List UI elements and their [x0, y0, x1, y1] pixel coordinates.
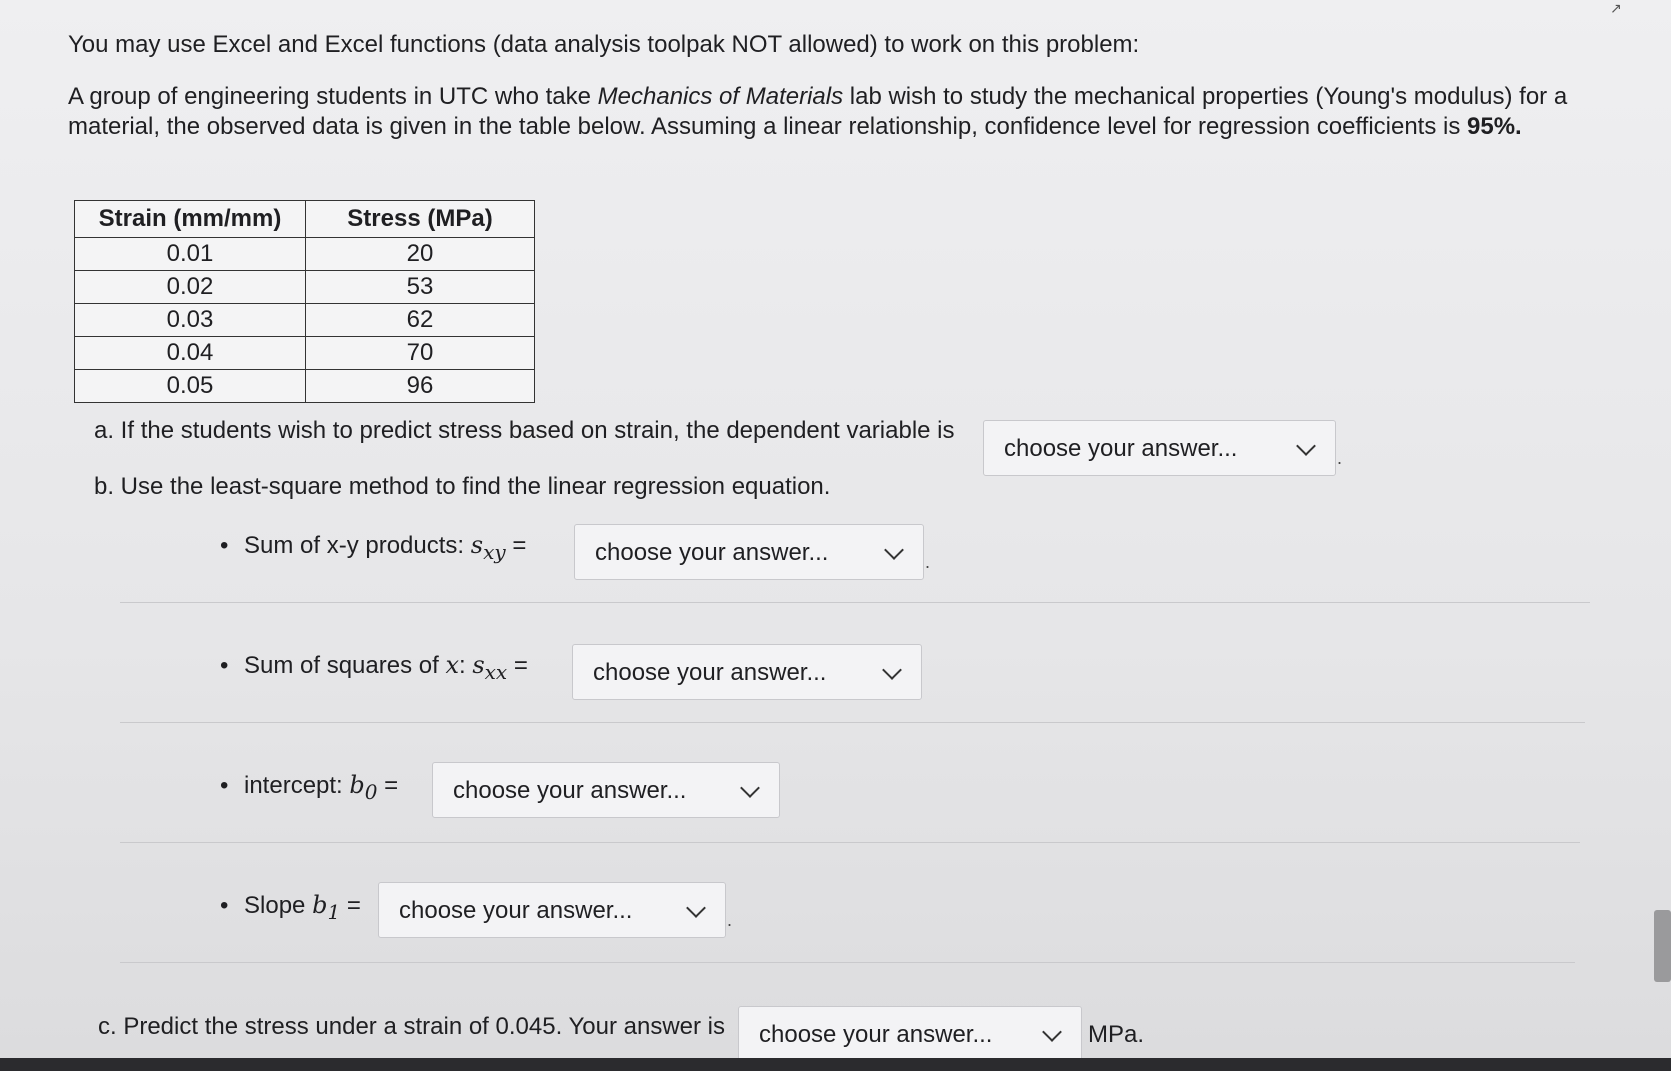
period: . — [727, 910, 733, 930]
intercept-label — [220, 770, 398, 807]
data-table — [74, 200, 535, 403]
bullet: • — [220, 892, 229, 919]
dependent-variable-select[interactable] — [983, 420, 1336, 476]
chevron-down-icon — [884, 540, 904, 560]
chevron-down-icon — [686, 898, 706, 918]
slope-symbol: b — [312, 891, 328, 919]
separator — [120, 722, 1585, 723]
confidence-level: 95%. — [1467, 113, 1522, 140]
dropdown-placeholder: choose your answer... — [399, 897, 633, 924]
sxy-symbol: s — [470, 531, 484, 559]
bullet: • — [220, 772, 229, 799]
intercept-label-text: intercept: — [244, 772, 350, 799]
sxx-variable: x — [445, 651, 459, 679]
period: . — [1337, 448, 1343, 468]
stress-cell: 62 — [306, 304, 535, 337]
chevron-down-icon — [1042, 1022, 1062, 1042]
column-header-stress: Stress (MPa) — [306, 201, 535, 238]
intercept-symbol: b — [349, 771, 365, 799]
strain-cell: 0.01 — [75, 238, 306, 271]
sxx-colon: : — [458, 652, 473, 679]
table-header-row — [75, 201, 535, 238]
sxy-label-text: Sum of x-y products: — [244, 532, 471, 559]
table-row — [75, 238, 535, 271]
strain-cell: 0.03 — [75, 304, 306, 337]
bottom-bar — [0, 1058, 1671, 1071]
slope-subscript: 1 — [327, 899, 341, 924]
equals-sign: = — [377, 772, 399, 799]
sxy-select[interactable] — [574, 524, 924, 580]
stress-cell: 53 — [306, 271, 535, 304]
table-row — [75, 304, 535, 337]
problem-text-2: lab wish to study the mechanical properties (Young's modulus) for a material, the observed data is given in the table below. Assuming a linear relationship, confidence level for regression coefficients is — [68, 83, 1568, 140]
stress-cell: 96 — [306, 370, 535, 403]
separator — [120, 842, 1580, 843]
period: . — [925, 552, 931, 572]
intercept-select[interactable] — [432, 762, 780, 818]
stress-cell: 70 — [306, 337, 535, 370]
question-a-text: a. If the students wish to predict stress based on strain, the dependent variable is — [94, 417, 955, 444]
sxx-label — [220, 650, 528, 687]
course-name: Mechanics of Materials — [597, 83, 844, 110]
separator — [120, 962, 1575, 963]
question-c-text: c. Predict the stress under a strain of 0.045. Your answer is — [98, 1013, 725, 1040]
equals-sign: = — [340, 892, 361, 919]
bullet: • — [220, 652, 229, 679]
problem-text-1: A group of engineering students in UTC who take — [68, 83, 598, 110]
strain-cell: 0.04 — [75, 337, 306, 370]
equals-sign: = — [507, 652, 528, 679]
chevron-down-icon — [882, 660, 902, 680]
dropdown-placeholder: choose your answer... — [593, 659, 827, 686]
problem-statement — [68, 82, 1628, 142]
chevron-down-icon — [1296, 436, 1316, 456]
scrollbar-thumb[interactable] — [1654, 910, 1671, 982]
table-row — [75, 271, 535, 304]
intercept-subscript: 0 — [364, 779, 378, 804]
dropdown-placeholder: choose your answer... — [595, 539, 829, 566]
column-header-strain: Strain (mm/mm) — [75, 201, 306, 238]
strain-cell: 0.05 — [75, 370, 306, 403]
sxx-symbol: s — [472, 651, 485, 679]
sxy-subscript: xy — [483, 539, 506, 564]
corner-mark: ↗ — [1610, 0, 1622, 16]
slope-select[interactable] — [378, 882, 726, 938]
prediction-select[interactable] — [738, 1006, 1082, 1062]
question-b-text: b. Use the least-square method to find the linear regression equation. — [94, 473, 831, 500]
table-row — [75, 337, 535, 370]
strain-cell: 0.02 — [75, 271, 306, 304]
dropdown-placeholder: choose your answer... — [1004, 435, 1238, 462]
dropdown-placeholder: choose your answer... — [759, 1021, 993, 1048]
sxy-label — [220, 530, 526, 567]
unit-label: MPa. — [1088, 1021, 1145, 1048]
sxx-subscript: xx — [484, 659, 508, 684]
dropdown-placeholder: choose your answer... — [453, 777, 687, 804]
slope-label — [220, 890, 361, 927]
bullet: • — [220, 532, 229, 559]
stress-cell: 20 — [306, 238, 535, 271]
chevron-down-icon — [740, 778, 760, 798]
table-row — [75, 370, 535, 403]
slope-label-text: Slope — [244, 892, 313, 919]
intro-text: You may use Excel and Excel functions (data analysis toolpak NOT allowed) to work on this problem: — [68, 31, 1140, 58]
equals-sign: = — [505, 532, 527, 559]
sxx-select[interactable] — [572, 644, 922, 700]
sxx-label-text: Sum of squares of — [244, 652, 446, 679]
separator — [120, 602, 1590, 603]
